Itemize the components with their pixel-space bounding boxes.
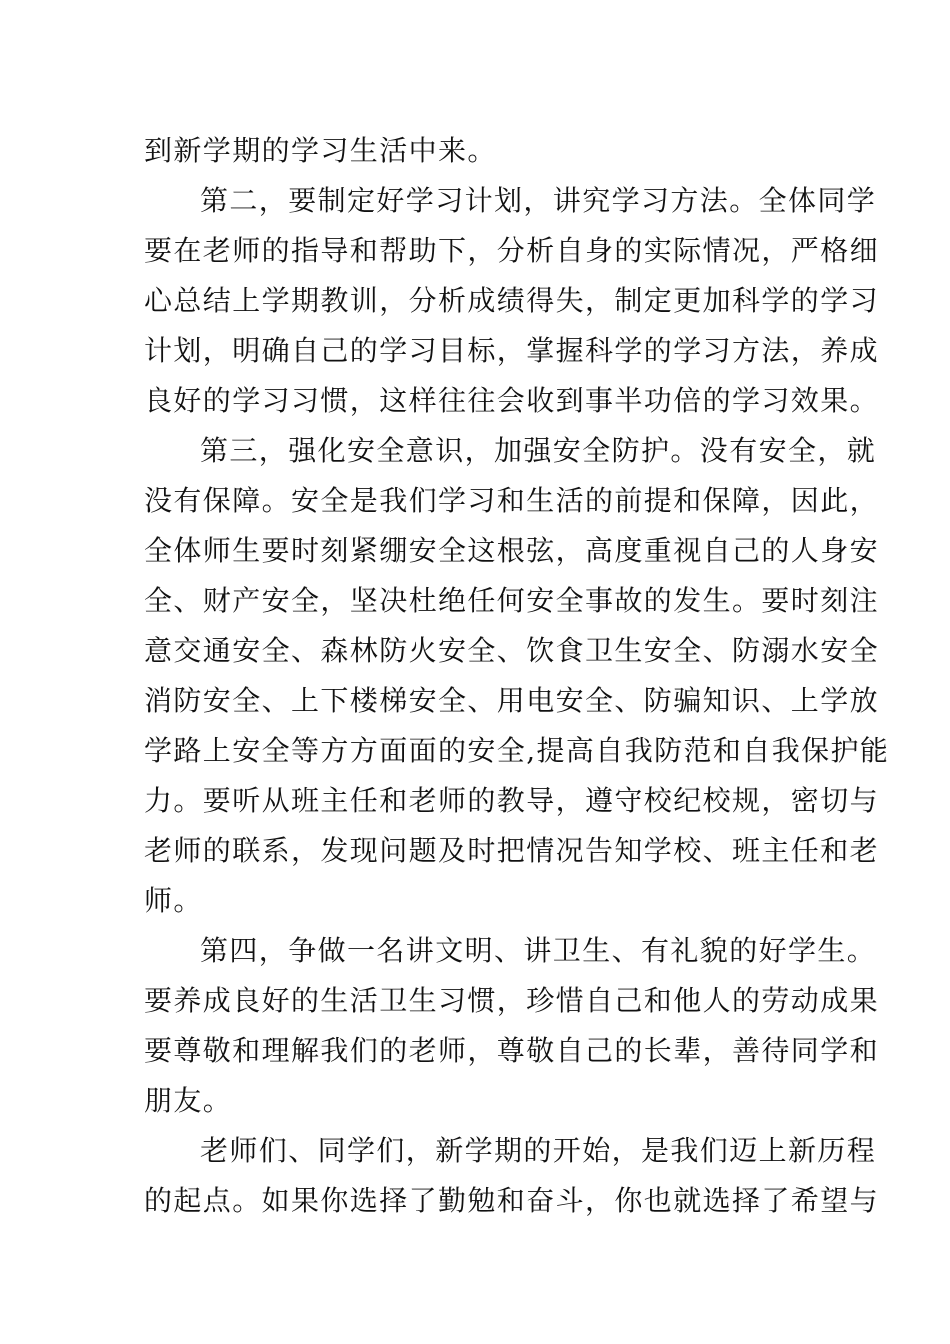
text-line: 良好的学习习惯，这样往往会收到事半功倍的学习效果。 <box>144 384 880 417</box>
text-line: 计划，明确自己的学习目标，掌握科学的学习方法，养成 <box>144 334 880 367</box>
text-line: 老师的联系，发现问题及时把情况告知学校、班主任和老 <box>144 834 880 867</box>
text-line: 要在老师的指导和帮助下，分析自身的实际情况，严格细 <box>144 234 880 267</box>
text-line: 意交通安全、森林防火安全、饮食卫生安全、防溺水安全 <box>144 634 880 667</box>
paragraph-start-line: 第四，争做一名讲文明、讲卫生、有礼貌的好学生。 <box>200 934 877 967</box>
text-line: 学路上安全等方方面面的安全,提高自我防范和自我保护能 <box>144 734 890 767</box>
text-line: 心总结上学期教训，分析成绩得失，制定更加科学的学习 <box>144 284 880 317</box>
paragraph-start-line: 第三，强化安全意识，加强安全防护。没有安全，就 <box>200 434 877 467</box>
text-line: 师。 <box>144 884 203 917</box>
paragraph-start-line: 第二，要制定好学习计划，讲究学习方法。全体同学 <box>200 184 877 217</box>
text-line: 的起点。如果你选择了勤勉和奋斗，你也就选择了希望与 <box>144 1184 880 1217</box>
paragraph-start-line: 老师们、同学们，新学期的开始，是我们迈上新历程 <box>200 1134 877 1167</box>
text-line: 朋友。 <box>144 1084 233 1117</box>
document-body <box>144 126 890 1226</box>
text-line: 到新学期的学习生活中来。 <box>144 134 497 167</box>
text-line: 全体师生要时刻紧绷安全这根弦，高度重视自己的人身安 <box>144 534 880 567</box>
text-line: 消防安全、上下楼梯安全、用电安全、防骗知识、上学放 <box>144 684 880 717</box>
text-line: 没有保障。安全是我们学习和生活的前提和保障，因此， <box>144 484 880 517</box>
text-line: 要尊敬和理解我们的老师，尊敬自己的长辈，善待同学和 <box>144 1034 880 1067</box>
text-line: 全、财产安全，坚决杜绝任何安全事故的发生。要时刻注 <box>144 584 880 617</box>
text-line: 要养成良好的生活卫生习惯，珍惜自己和他人的劳动成果 <box>144 984 880 1017</box>
text-line: 力。要听从班主任和老师的教导，遵守校纪校规，密切与 <box>144 784 880 817</box>
